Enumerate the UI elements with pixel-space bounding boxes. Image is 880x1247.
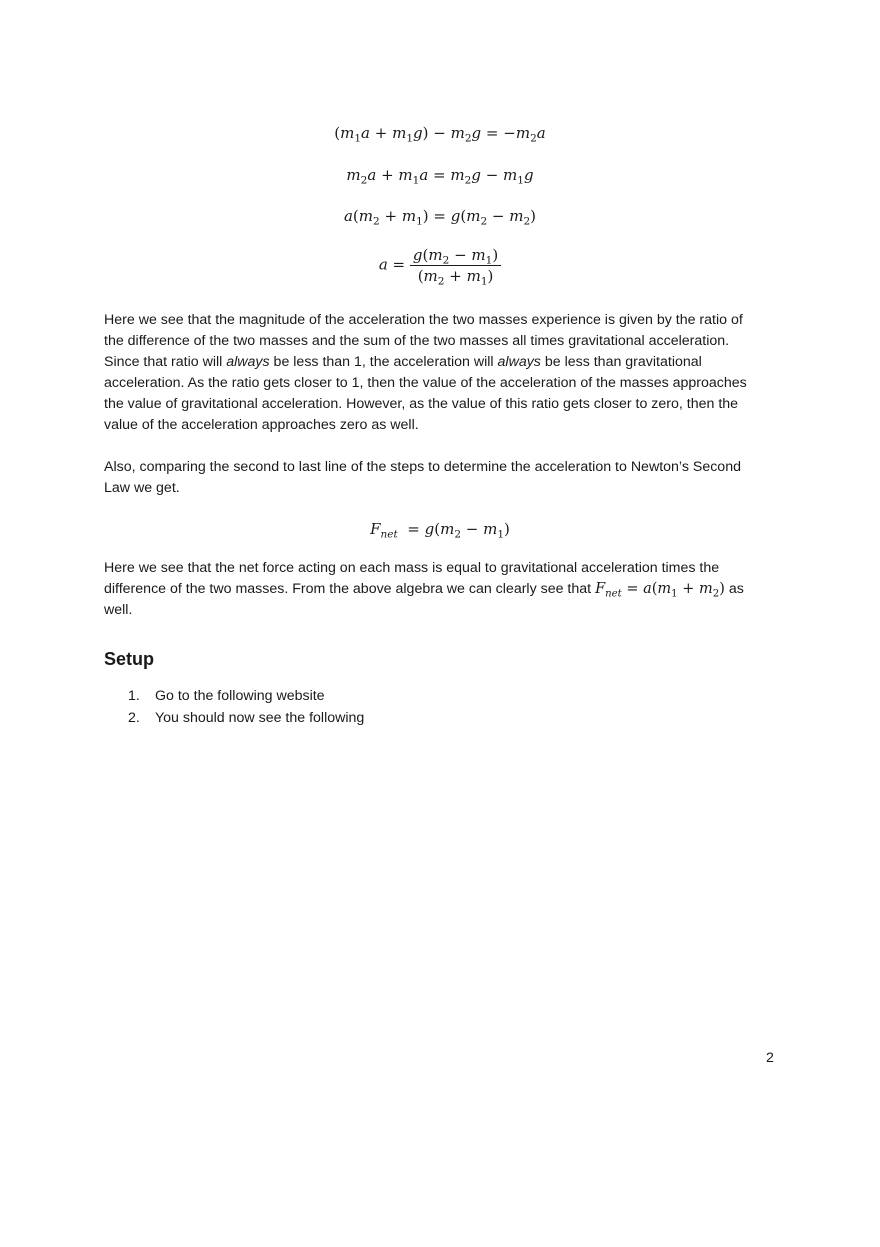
fraction (410, 246, 501, 288)
equation-2: $m_2a + m_1a = m_2g - m_1g$ (346, 166, 534, 187)
text-line-with-inline-math (104, 579, 776, 600)
fraction-lhs: a = (378, 255, 406, 274)
list-item (128, 686, 364, 708)
text-line: Here we see that the net force acting on each mass is equal to gravitational acceleration times the (104, 560, 720, 576)
text-line-italic: Since that ratio will always be less than 1, the acceleration will always be less than gravitational (104, 354, 702, 370)
inline-equation-fnet: $F_{net} = a(m_1 + m_2)$ (595, 581, 725, 600)
equation-fnet: $F_{net} = g(m_2 - m_1)$ (370, 520, 510, 541)
text-segment: difference of the two masses. From the above algebra we can clearly see that (104, 581, 592, 597)
list-item-text: Go to the following website (155, 688, 325, 704)
fraction-numerator: $g(m_2 - m_1)$ (410, 246, 501, 266)
paragraph-acceleration-ratio (104, 310, 776, 436)
list-item (128, 708, 364, 730)
equation-1: $(m_1a + m_1g) - m_2g = -m_2a$ (334, 124, 546, 145)
text-line: acceleration. As the ratio gets closer to 1, then the value of the acceleration of the masses approaches (104, 375, 747, 391)
text-segment: as (728, 581, 744, 597)
list-marker: 1. (128, 688, 140, 704)
equation-4-fraction (0, 246, 880, 288)
fraction-denominator: $(m_2 + m_1)$ (417, 267, 494, 288)
text-line: the value of gravitational acceleration. However, as the value of this ratio gets closer to zero, then the (104, 396, 739, 412)
text-line: Here we see that the magnitude of the acceleration the two masses experience is given by the ratio of (104, 312, 743, 328)
paragraph-net-force (104, 558, 776, 621)
text-line: value of the acceleration approaches zero as well. (104, 417, 419, 433)
equation-3: $a(m_2 + m_1) = g(m_2 - m_2)$ (343, 207, 537, 228)
list-item-text: You should now see the following (155, 709, 365, 726)
text-line: Also, comparing the second to last line of the steps to determine the acceleration to Newton’s Second (104, 459, 741, 475)
text-line: Law we get. (104, 480, 180, 496)
paragraph-newton-second-law (104, 457, 776, 499)
setup-steps-list (128, 686, 364, 729)
text-line: the difference of the two masses and the sum of the two masses all times gravitational acceleration. (104, 333, 730, 349)
page-number: 2 (766, 1050, 774, 1066)
section-heading-setup: Setup (104, 649, 155, 669)
list-marker: 2. (128, 709, 140, 726)
text-line: well. (104, 602, 133, 618)
